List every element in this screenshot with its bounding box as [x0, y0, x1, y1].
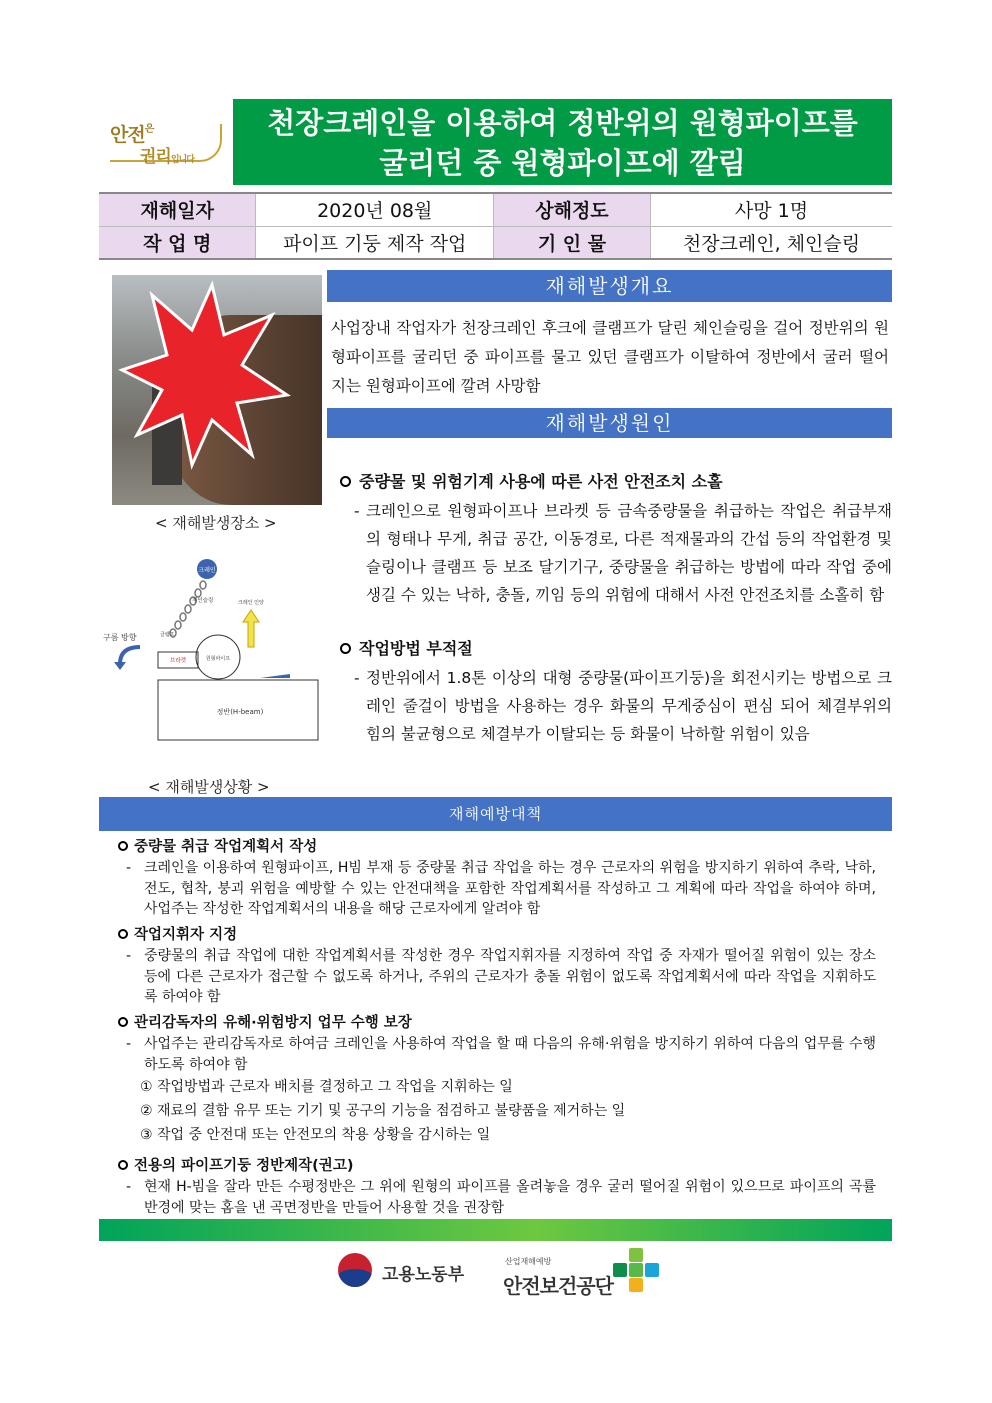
diagram-chain-label: 체인슬링 — [192, 598, 214, 604]
date-label: 재해일자 — [99, 193, 256, 226]
chain-icon — [170, 581, 206, 637]
causes-heading: 재해발생원인 — [327, 408, 892, 438]
measure-item — [118, 924, 882, 1008]
roll-arrow-icon — [120, 647, 140, 664]
diagram-bracket-label: 브라켓 — [170, 658, 186, 664]
roll-arrow-head-icon — [114, 662, 126, 670]
hollow-circle-icon — [118, 929, 128, 939]
measure-body: - 크레인을 이용하여 원형파이프, H빔 부재 등 중량물 취급 작업을 하는 경우 근로자의 위험을 방지하기 위하여 추락, 낙하, 전도, 협착, 붕괴 위험을 예방할 수 있는 안전대책을 포함한 작업계획서를 작성하고 그 계획에 따라 작업을 하여야 하며, 사업주는 작성한 작업계획서의 내용을 해당 근로자에게 알려야 함 — [126, 860, 876, 917]
overview-heading: 재해발생개요 — [327, 270, 892, 302]
dash-marker: - — [126, 860, 132, 876]
dash-marker: - — [126, 948, 132, 964]
work-label: 작 업 명 — [99, 226, 256, 259]
date-value: 2020년 08월 — [256, 193, 493, 226]
measure-heading: 관리감독자의 유해·위험방지 업무 수행 보장 — [118, 1012, 882, 1034]
campaign-logo — [108, 118, 228, 167]
wedge-icon — [260, 674, 290, 678]
cause-heading: 중량물 및 위험기계 사용에 따른 사전 안전조치 소홀 — [340, 467, 892, 497]
accident-info-table — [99, 192, 892, 260]
cause-item — [340, 634, 892, 748]
hollow-circle-icon — [118, 1017, 128, 1027]
measures-heading: 재해예방대책 — [99, 797, 892, 831]
diagram-roll-label: 구름 방향 — [103, 633, 137, 642]
cause-body: - 정반위에서 1.8톤 이상의 대형 중량물(파이프기둥)을 회전시키는 방법으로 크레인 줄걸이 방법을 사용하는 경우 화물의 무게중심이 편심 되어 체결부위의 힘의 불균형으로 체결부가 이탈되는 등 화물이 낙하할 위험이 있음 — [340, 664, 892, 748]
info-row — [99, 226, 892, 259]
page-title — [233, 99, 892, 185]
measure-body: - 중량물의 취급 작업에 대한 작업계획서를 작성한 경우 작업지휘자를 지정하여 작업 중 자재가 떨어질 위험이 있는 장소 등에 다른 근로자가 접근할 수 없도록 하거나, 주위의 근로자가 충돌 위험이 없도록 작업계획서에 따라 작업을 지휘하도록 하여야 함 — [126, 948, 876, 1005]
work-value: 파이프 기둥 제작 작업 — [256, 226, 493, 259]
dash-marker: - — [354, 669, 360, 687]
severity-value: 사망 1명 — [650, 193, 892, 226]
info-row — [99, 193, 892, 226]
cause-object-value: 천장크레인, 체인슬링 — [650, 226, 892, 259]
measure-body: - 현재 H-빔을 잘라 만든 수평정반은 그 위에 원형의 파이프를 올려놓을 경우 굴러 떨어질 위험이 있으므로 파이프의 곡률반경에 맞는 홈을 낸 곡면정반을 만들어 사용할 것을 권장함 — [126, 1179, 876, 1216]
logo-line1: 안전$^은$ — [110, 124, 154, 146]
kosha-subtitle: 산업재해예방 — [505, 1257, 552, 1266]
diagram-caption: < 재해발생상황 > — [148, 778, 270, 796]
hollow-circle-icon — [118, 841, 128, 851]
measure-body: - 사업주는 관리감독자로 하여금 크레인을 사용하여 작업을 할 때 다음의 유해·위험을 방지하기 위하여 다음의 업무를 수행하도록 하여야 함 — [126, 1036, 876, 1073]
diagram-clamp-label: 클램프 — [160, 632, 175, 638]
moel-name: 고용노동부 — [382, 1265, 465, 1285]
measure-sub-item: ③ 작업 중 안전대 또는 안전모의 착용 상황을 감시하는 일 — [140, 1127, 491, 1143]
kosha-cross-icon — [613, 1248, 659, 1292]
diagram-pipe-label: 원형파이프 — [205, 656, 231, 662]
title-line1: 천장크레인을 이용하여 정반위의 원형파이프를 — [267, 106, 858, 140]
diagram-direction-label: 크레인 인양 — [238, 600, 264, 606]
burst-marker-icon — [112, 275, 322, 505]
severity-label: 상해정도 — [493, 193, 650, 226]
accident-site-photo — [112, 275, 322, 505]
measure-heading: 전용의 파이프기둥 정반제작(권고) — [118, 1155, 882, 1177]
cause-heading: 작업방법 부적절 — [340, 634, 892, 664]
measure-item — [118, 836, 882, 920]
dash-marker: - — [354, 502, 360, 520]
cause-item — [340, 467, 892, 609]
measure-sub-item: ① 작업방법과 근로자 배치를 결정하고 그 작업을 지휘하는 일 — [140, 1079, 513, 1095]
photo-caption: < 재해발생장소 > — [155, 514, 277, 532]
dash-marker: - — [126, 1179, 132, 1195]
hollow-circle-icon — [118, 1160, 128, 1170]
overview-text: 사업장내 작업자가 천장크레인 후크에 클램프가 달린 체인슬링을 걸어 정반위의 원형파이프를 굴리던 중 파이프를 물고 있던 클램프가 이탈하여 정반에서 굴러 떨어지는 원형파이프에 깔려 사망함 — [331, 319, 889, 395]
diagram-crane-label: 크레인 — [198, 567, 216, 574]
hollow-circle-icon — [340, 476, 351, 487]
accident-diagram — [100, 552, 325, 747]
logo-line2: 권리입니다 — [140, 147, 194, 167]
measure-heading: 작업지휘자 지정 — [118, 924, 882, 946]
kosha-name: 안전보건공단 — [503, 1274, 613, 1298]
measure-sub-item: ② 재료의 결함 유무 또는 기기 및 공구의 기능을 점검하고 불량품을 제거하는 일 — [140, 1103, 626, 1119]
cause-object-label: 기 인 물 — [493, 226, 650, 259]
taegeuk-icon — [338, 1253, 372, 1287]
measure-item — [118, 1012, 882, 1147]
footer-divider — [99, 1219, 892, 1241]
measure-heading: 중량물 취급 작업계획서 작성 — [118, 836, 882, 858]
hollow-circle-icon — [340, 643, 351, 654]
measure-item — [118, 1155, 882, 1218]
dash-marker: - — [126, 1036, 132, 1052]
title-line2: 굴리던 중 원형파이프에 깔림 — [379, 146, 746, 180]
diagram-table-label: 정반(H-beam) — [216, 708, 264, 716]
cause-body: - 크레인으로 원형파이프나 브라켓 등 금속중량물을 취급하는 작업은 취급부재의 형태나 무게, 취급 공간, 이동경로, 다른 적재물과의 간섭 등의 작업환경 및 슬링이나 클램프 등 보조 달기기구, 중량물을 취급하는 방법에 따라 작업 중에 생길 수 있는 낙하, 충돌, 끼임 등의 위험에 대해서 사전 안전조치를 소홀히 함 — [340, 497, 892, 609]
lift-arrow-icon — [243, 610, 259, 647]
